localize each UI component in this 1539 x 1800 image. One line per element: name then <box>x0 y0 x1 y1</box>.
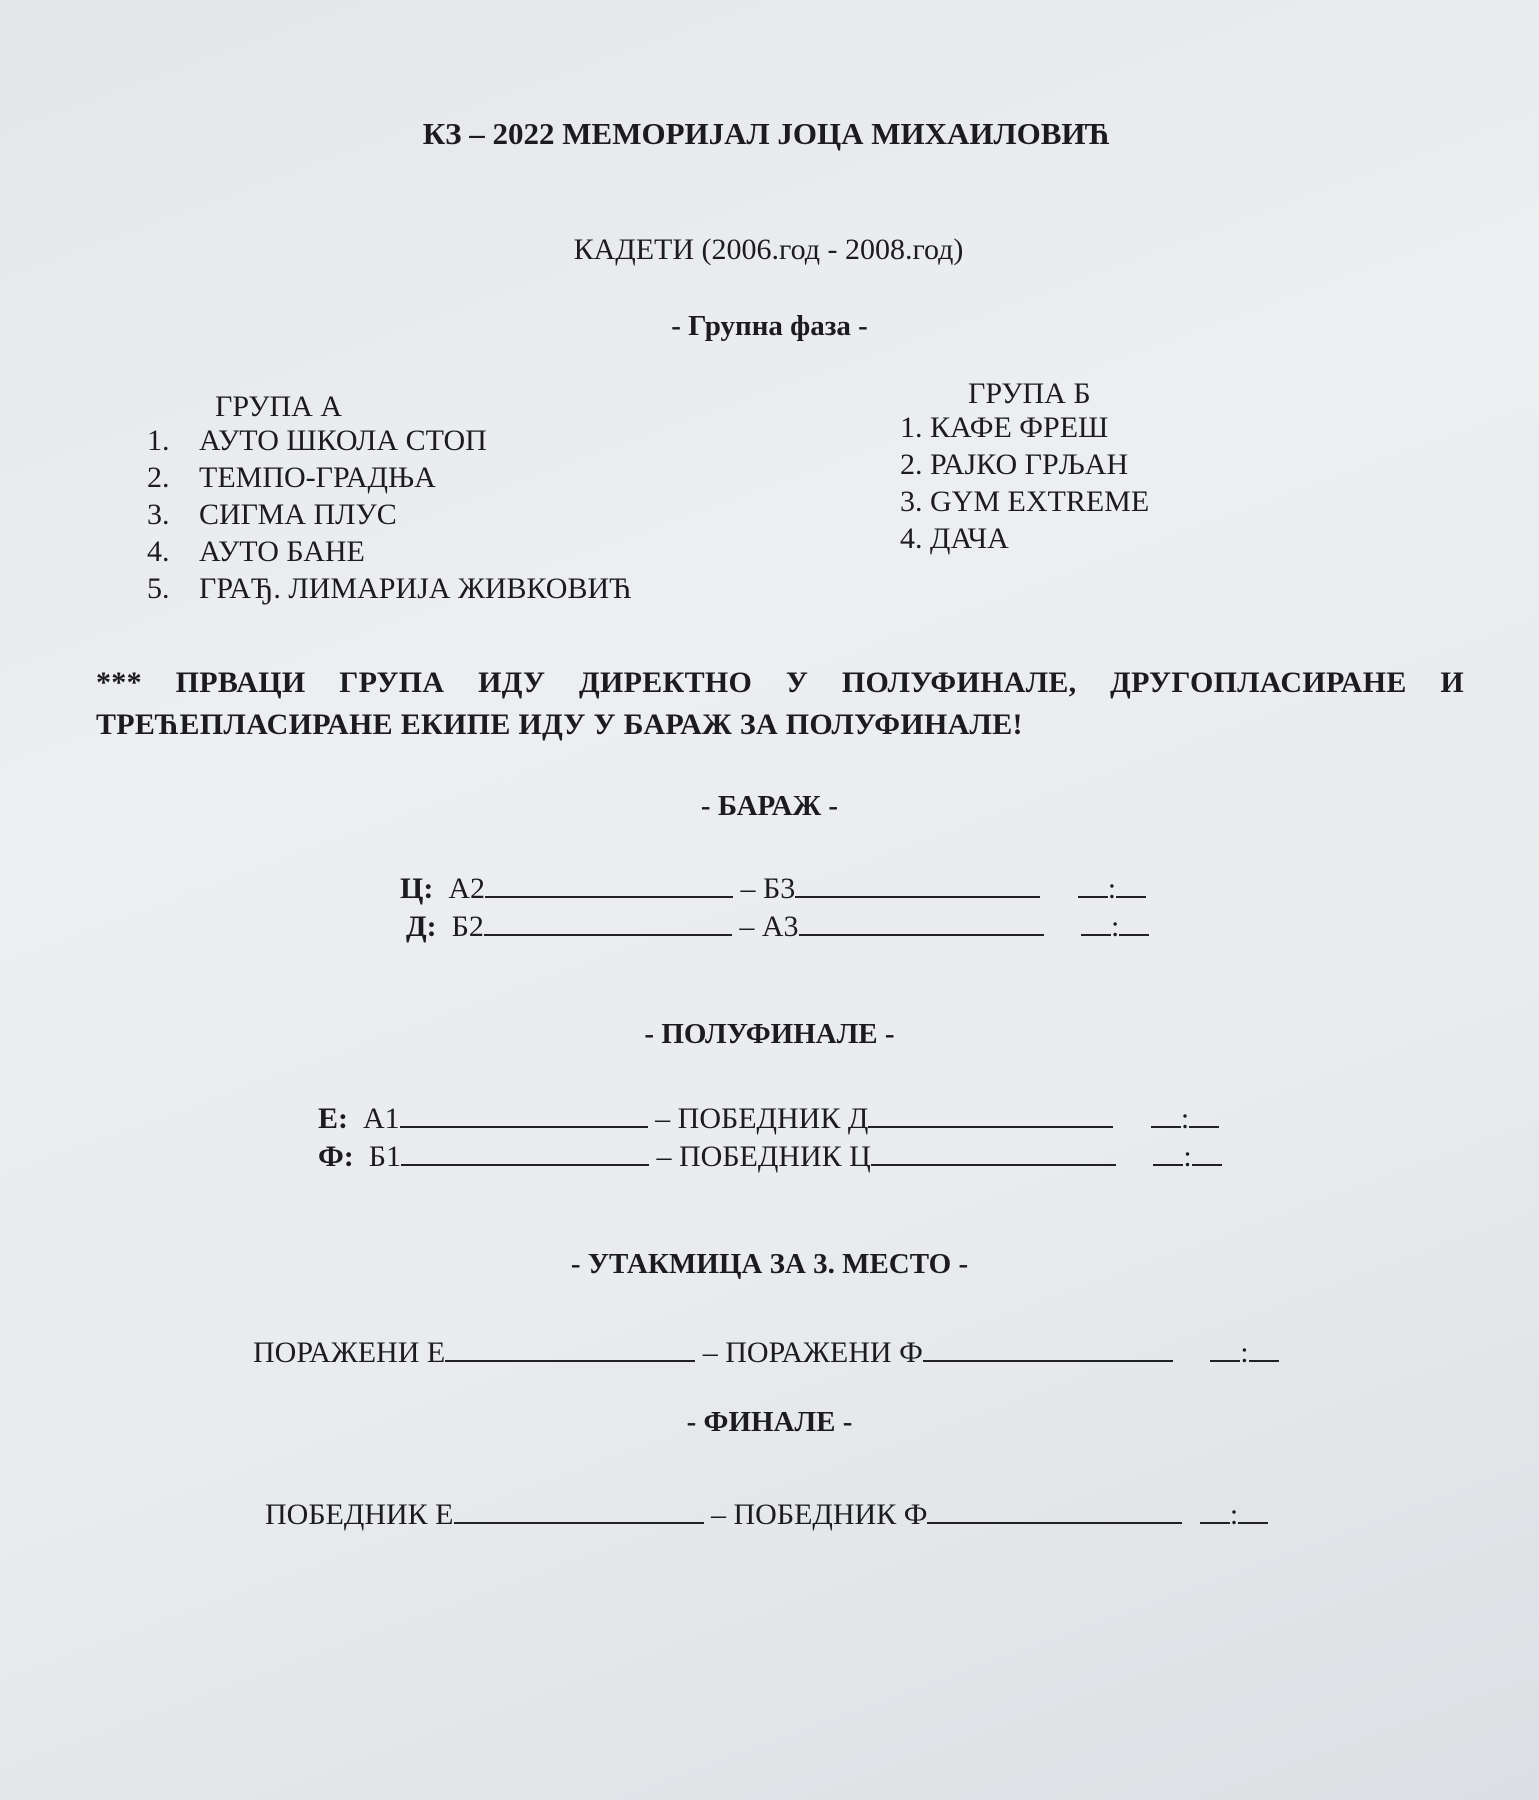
match-label: Е: <box>318 1102 348 1135</box>
group-b-title: ГРУПА Б <box>968 377 1091 410</box>
score-field[interactable]: : <box>1078 872 1146 906</box>
away-team-blank[interactable] <box>799 908 1044 936</box>
third-place-heading: - УТАКМИЦА ЗА 3. МЕСТО - <box>570 1248 969 1280</box>
home-team-blank[interactable] <box>445 1334 695 1362</box>
match-away: – ПОБЕДНИК Д <box>655 1102 869 1135</box>
home-team-blank[interactable] <box>401 1138 649 1166</box>
match-home: Б1 <box>368 1140 401 1173</box>
list-item: 2. РАЈКО ГРЉАН <box>900 448 1129 481</box>
list-item: 4. ДАЧА <box>900 522 1009 555</box>
match-away: – А3 <box>739 910 799 943</box>
match-home: А1 <box>363 1102 400 1135</box>
list-item: 3. GYM EXTREME <box>900 485 1150 518</box>
home-team-blank[interactable] <box>485 870 733 898</box>
semifinal-match-f <box>318 1138 1222 1174</box>
home-team-blank[interactable] <box>454 1496 704 1524</box>
group-a-title: ГРУПА А <box>215 390 343 423</box>
score-field[interactable]: : <box>1153 1140 1221 1174</box>
match-away: – ПОРАЖЕНИ Ф <box>702 1336 923 1369</box>
list-item: 3. СИГМА ПЛУС <box>147 498 397 531</box>
final-match <box>265 1496 1268 1532</box>
home-team-blank[interactable] <box>400 1100 648 1128</box>
group-a-list <box>147 422 631 607</box>
score-field[interactable]: : <box>1210 1336 1278 1370</box>
list-item: 4. АУТО БАНЕ <box>147 535 365 568</box>
match-away: – ПОБЕДНИК Ц <box>656 1140 871 1173</box>
group-a <box>147 390 631 607</box>
away-team-blank[interactable] <box>795 870 1040 898</box>
match-home: Б2 <box>451 910 484 943</box>
match-home: ПОРАЖЕНИ Е <box>253 1336 446 1369</box>
score-field[interactable]: : <box>1081 910 1149 944</box>
playoff-match-c <box>400 870 1146 906</box>
match-label: Ц: <box>400 872 434 905</box>
list-item: 1. АУТО ШКОЛА СТОП <box>147 424 487 457</box>
score-field[interactable]: : <box>1200 1498 1268 1532</box>
home-team-blank[interactable] <box>484 908 732 936</box>
semifinal-match-e <box>318 1100 1219 1136</box>
away-team-blank[interactable] <box>927 1496 1182 1524</box>
playoff-heading: - БАРАЖ - <box>700 790 839 822</box>
document-title: КЗ – 2022 МЕМОРИЈАЛ ЈОЦА МИХАИЛОВИЋ <box>422 116 1111 151</box>
away-team-blank[interactable] <box>868 1100 1113 1128</box>
away-team-blank[interactable] <box>871 1138 1116 1166</box>
match-label: Д: <box>406 910 437 943</box>
match-home: А2 <box>448 872 485 905</box>
score-field[interactable]: : <box>1151 1102 1219 1136</box>
away-team-blank[interactable] <box>923 1334 1173 1362</box>
list-item: 2. ТЕМПО-ГРАДЊА <box>147 461 436 494</box>
group-phase-heading: - Групна фаза - <box>671 310 868 342</box>
semifinal-heading: - ПОЛУФИНАЛЕ - <box>644 1018 895 1050</box>
match-away: – ПОБЕДНИК Ф <box>711 1498 928 1531</box>
final-heading: - ФИНАЛЕ - <box>686 1406 853 1438</box>
third-place-match <box>253 1334 1279 1370</box>
group-b-list <box>900 409 1149 557</box>
group-b <box>900 377 1149 557</box>
category-subtitle: КАДЕТИ (2006.год - 2008.год) <box>573 233 964 266</box>
qualification-notice: *** ПРВАЦИ ГРУПА ИДУ ДИРЕКТНО У ПОЛУФИНАЛЕ, ДРУГОПЛАСИРАНЕ И ТРЕЋЕПЛАСИРАНЕ ЕКИПЕ ИДУ У БАРАЖ ЗА ПОЛУФИНАЛЕ! <box>96 666 1464 741</box>
list-item: 5. ГРАЂ. ЛИМАРИЈА ЖИВКОВИЋ <box>147 572 632 605</box>
list-item: 1. КАФЕ ФРЕШ <box>900 411 1109 444</box>
match-home: ПОБЕДНИК Е <box>265 1498 454 1531</box>
match-label: Ф: <box>318 1140 354 1173</box>
playoff-match-d <box>406 908 1149 944</box>
match-away: – Б3 <box>740 872 796 905</box>
